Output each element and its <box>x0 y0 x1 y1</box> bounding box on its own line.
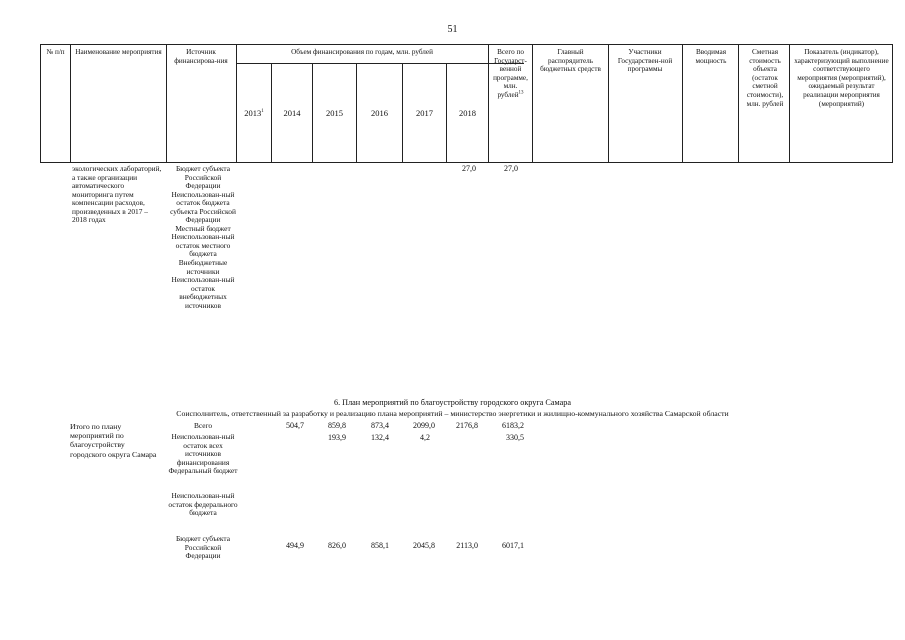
header-year: 2017 <box>416 108 433 118</box>
rule <box>40 44 41 162</box>
header-total: Всего по Государст-венной программе, млн. рублей$^{13}$ <box>493 48 528 99</box>
rule <box>236 44 237 162</box>
value-2016: 858,1 <box>371 541 389 550</box>
value-2014: 504,7 <box>286 421 304 430</box>
total-row-name: Итого по плану мероприятий по благоустройству городского округа Самара <box>70 422 157 459</box>
value-total: 330,5 <box>506 433 524 442</box>
section-title: 6. План мероприятий по благоустройству городского округа Самара <box>333 398 572 407</box>
value-2016: 132,4 <box>371 433 389 442</box>
rule <box>236 63 524 64</box>
section-coexecutor: Соисполнитель, ответственный за разработку и реализацию плана мероприятий – министерство энергетики и жилищно-коммунального хозяйства Самарской области <box>176 409 729 418</box>
header-participants: Участники Государствен-ной программы <box>617 48 673 74</box>
value-2015: 193,9 <box>328 433 346 442</box>
header-name: Наименование мероприятия <box>75 48 162 56</box>
value-total: 6017,1 <box>502 541 524 550</box>
header-manager: Главный распорядитель бюджетных средств <box>540 48 601 74</box>
value-2015: 826,0 <box>328 541 346 550</box>
header-capacity: Вводимая мощность <box>695 48 727 65</box>
rule <box>40 44 893 45</box>
table-header <box>40 44 893 162</box>
header-no: № п/п <box>46 48 65 56</box>
value-2014: 494,9 <box>286 541 304 550</box>
header-year: 2018 <box>459 108 476 118</box>
value-2016: 873,4 <box>371 421 389 430</box>
rule <box>40 162 893 163</box>
value-2018: 2113,0 <box>456 541 478 550</box>
source-cell: Всего Неиспользован-ный остаток всех источников финансирования Федеральный бюджет Неиспользован-ный остаток федерального бюджета Бюджет субъекта Российской Федерации <box>168 421 238 561</box>
rule <box>682 44 683 162</box>
value-2018: 27,0 <box>462 164 476 173</box>
rule <box>532 44 533 162</box>
header-year: 2015 <box>326 108 343 118</box>
rule <box>70 44 71 162</box>
value-2018: 2176,8 <box>456 421 478 430</box>
rule <box>892 44 893 162</box>
measure-name-continued: экологических лабораторий, а также организации автоматического мониторинга путем компенсации расходов, произведенных в 2017 – 2018 годах <box>72 164 162 225</box>
rule <box>608 44 609 162</box>
value-2017: 4,2 <box>420 433 430 442</box>
value-total: 27,0 <box>504 164 518 173</box>
rule <box>166 44 167 162</box>
header-year: 2016 <box>371 108 388 118</box>
rule <box>738 44 739 162</box>
value-2015: 859,8 <box>328 421 346 430</box>
value-total: 6183,2 <box>502 421 524 430</box>
header-year: 2013$^1$ <box>244 108 264 118</box>
header-estimate: Сметная стоимость объекта (остаток сметной стоимости), млн. рублей <box>746 48 784 108</box>
value-2017: 2099,0 <box>413 421 435 430</box>
rule <box>789 44 790 162</box>
header-indicator: Показатель (индикатор), характеризующий выполнение соответствующего мероприятия (мероприятий), ожидаемый результат реализации мероприятия (мероприятий) <box>794 48 889 108</box>
rule <box>488 44 489 162</box>
header-funding-group: Объем финансирования по годам, млн. рублей <box>291 48 433 56</box>
page-number: 51 <box>447 24 458 35</box>
header-year: 2014 <box>283 108 301 118</box>
header-source: Источник финансирова-ния <box>174 48 228 65</box>
value-2017: 2045,8 <box>413 541 435 550</box>
source-cell: Бюджет субъекта Российской Федерации Неиспользован-ный остаток бюджета субъекта Российской Федерации Местный бюджет Неиспользован-ный остаток местного бюджета Внебюджетные источники Неиспользован-ный остаток внебюджетных источников <box>170 164 236 310</box>
